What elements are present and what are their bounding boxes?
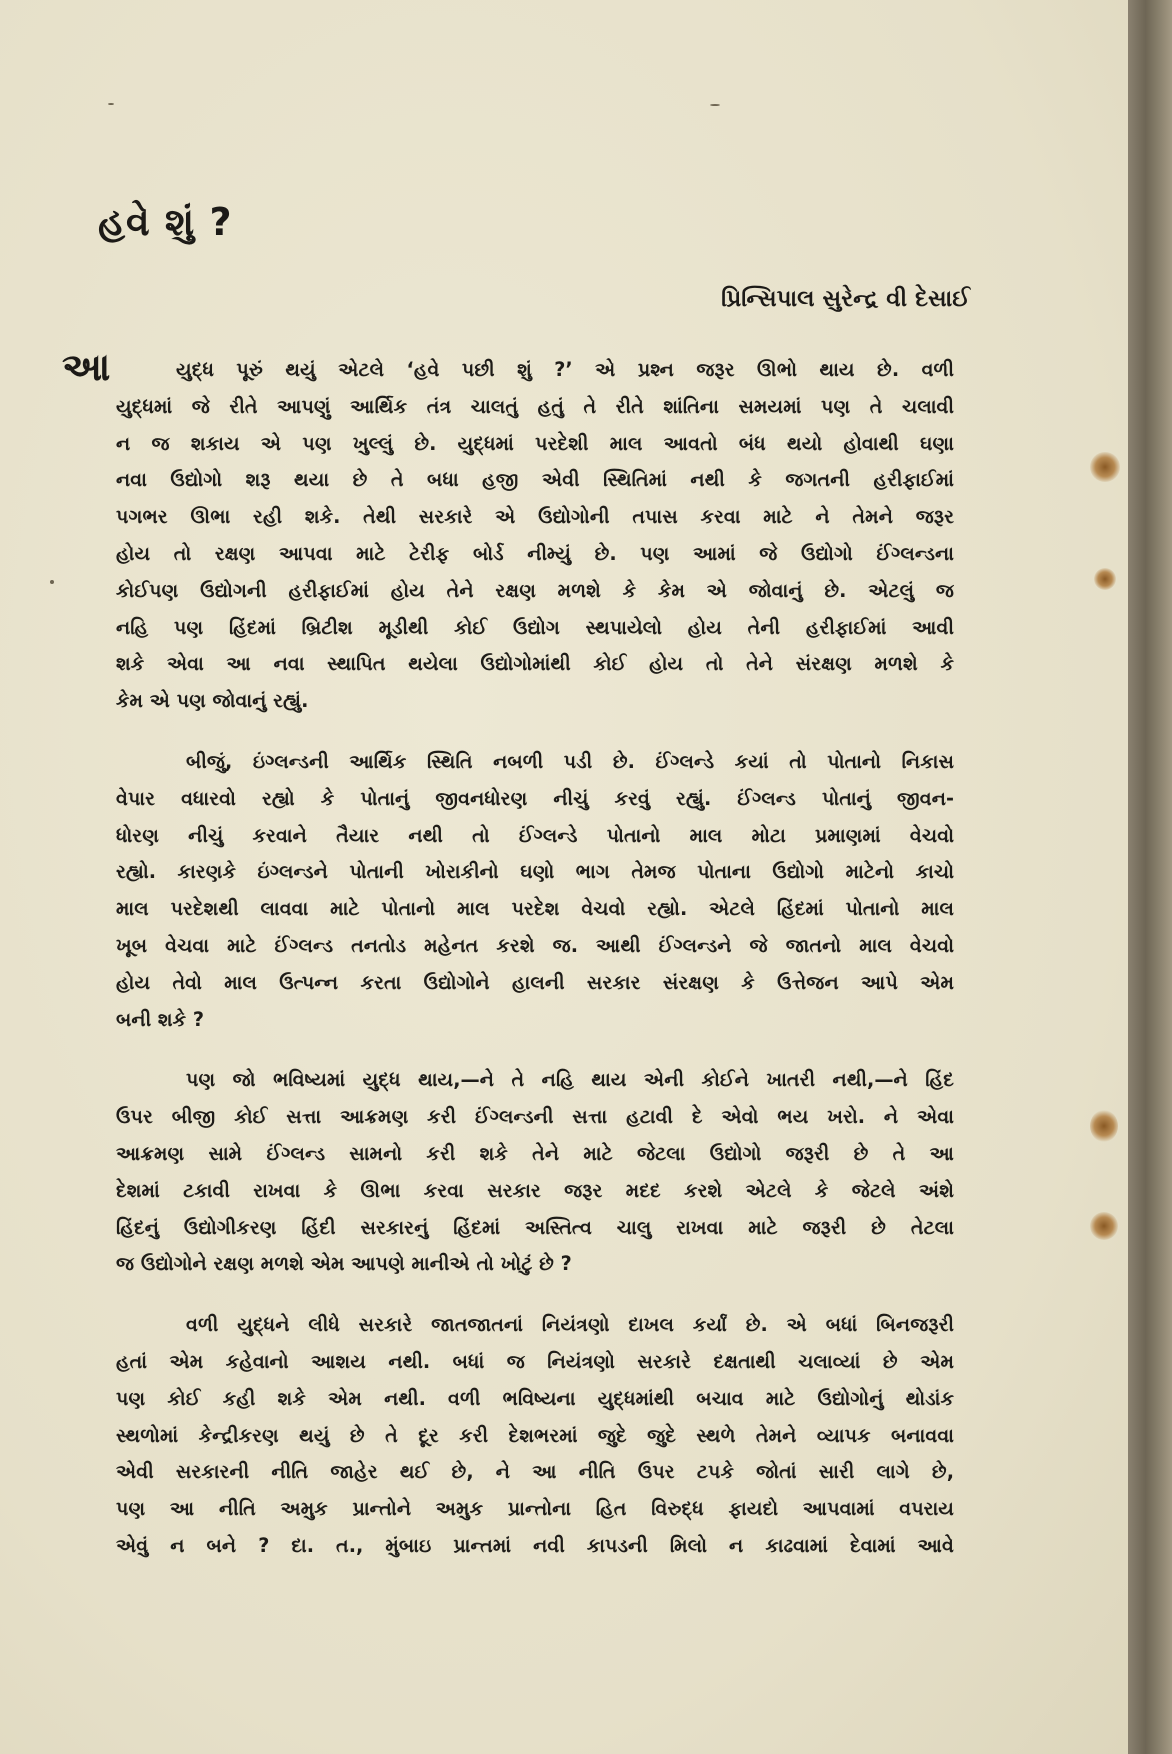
text-line: બીજું, ઇંગ્લન્ડની આર્થિક સ્થિતિ નબળી પડી છે. ઈંગ્લન્ડે કયાં તો પોતાનો નિકાસ — [186, 749, 954, 773]
text-line: વેપાર વધારવો રહ્યો કે પોતાનું જીવનધોરણ નીચું કરવું રહ્યું. ઈંગ્લન્ડ પોતાનું જીવન- — [116, 786, 954, 810]
article-body — [116, 352, 954, 1589]
text-line: હોય તેવો માલ ઉત્પન્ન કરતા ઉદ્યોગોને હાલની સરકાર સંરક્ષણ કે ઉત્તેજન આપે એમ — [116, 970, 954, 994]
drop-cap: આ — [62, 345, 111, 389]
text-line: વળી યુદ્ધને લીધે સરકારે જાતજાતનાં નિયંત્રણો દાખલ કર્યાં છે. એ બધાં બિનજરૂરી — [186, 1313, 954, 1337]
text-line: કેમ એ પણ જોવાનું રહ્યું. — [116, 689, 309, 713]
text-line: ઉપર બીજી કોઈ સત્તા આક્રમણ કરી ઈંગ્લન્ડની સત્તા હટાવી દે એવો ભય ખરો. ને એવા — [116, 1105, 954, 1129]
page-speck — [50, 580, 54, 584]
rust-stain — [1090, 1110, 1118, 1142]
text-line: યુદ્ધમાં જે રીતે આપણું આર્થિક તંત્ર ચાલતું હતું તે રીતે શાંતિના સમયમાં પણ તે ચલાવી — [116, 394, 954, 418]
text-line: ધોરણ નીચું કરવાને તૈયાર નથી તો ઈંગ્લન્ડે પોતાનો માલ મોટા પ્રમાણમાં વેચવો — [116, 823, 954, 847]
text-line: પણ આ નીતિ અમુક પ્રાન્તોને અમુક પ્રાન્તોના હિત વિરુદ્ધ ફાયદો આપવામાં વપરાય — [116, 1497, 954, 1521]
text-line: હોય તો રક્ષણ આપવા માટે ટેરીફ બોર્ડ નીમ્યું છે. પણ આમાં જે ઉદ્યોગો ઈંગ્લન્ડના — [116, 541, 954, 565]
text-line: હિંદનું ઉદ્યોગીકરણ હિંદી સરકારનું હિંદમાં અસ્તિત્વ ચાલુ રાખવા માટે જરૂરી છે તેટલા — [116, 1215, 954, 1239]
rust-stain — [1090, 1212, 1118, 1240]
text-line: બની શકે ? — [116, 1007, 205, 1031]
page-binding-edge — [1128, 0, 1172, 1754]
text-line: હતાં એમ કહેવાનો આશય નથી. બધાં જ નિયંત્રણો સરકારે દક્ષતાથી ચલાવ્યાં છે એમ — [116, 1349, 954, 1373]
text-line: ન જ શકાય એ પણ ખુલ્લું છે. યુદ્ધમાં પરદેશી માલ આવતો બંધ થયો હોવાથી ઘણા — [116, 431, 954, 455]
paragraph-4 — [116, 1307, 954, 1565]
text-line: જ ઉદ્યોગોને રક્ષણ મળશે એમ આપણે માનીએ તો ખોટું છે ? — [116, 1252, 572, 1276]
paragraph-2 — [116, 744, 954, 1038]
paragraph-1 — [116, 352, 954, 720]
text-line: દેશમાં ટકાવી રાખવા કે ઊભા કરવા સરકાર જરૂર મદદ કરશે એટલે કે જેટલે અંશે — [116, 1178, 954, 1202]
rust-stain — [1090, 452, 1120, 482]
rust-stain — [1094, 568, 1116, 590]
article-title: હવે શું ? — [98, 200, 233, 244]
text-line: પણ જો ભવિષ્યમાં યુદ્ધ થાય,—ને તે નહિ થાય એની કોઈને ખાતરી નથી,—ને હિંદ — [186, 1068, 954, 1092]
page-speck — [108, 103, 114, 105]
text-line: આક્રમણ સામે ઈંગ્લન્ડ સામનો કરી શકે તેને માટે જેટલા ઉદ્યોગો જરૂરી છે તે આ — [116, 1141, 954, 1165]
article-author: પ્રિન્સિપાલ સુરેન્દ્ર વી દેસાઈ — [721, 286, 970, 312]
text-line: ખૂબ વેચવા માટે ઈંગ્લન્ડ તનતોડ મહેનત કરશે જ. આથી ઈંગ્લન્ડને જે જાતનો માલ વેચવો — [116, 933, 954, 957]
page-speck — [710, 104, 720, 106]
text-line: કોઈપણ ઉદ્યોગની હરીફાઈમાં હોય તેને રક્ષણ મળશે કે કેમ એ જોવાનું છે. એટલું જ — [116, 578, 954, 602]
text-line: પણ કોઈ કહી શકે એમ નથી. વળી ભવિષ્યના યુદ્ધમાંથી બચાવ માટે ઉદ્યોગોનું થોડાંક — [116, 1386, 954, 1410]
text-line: સ્થળોમાં કેન્દ્રીકરણ થયું છે તે દૂર કરી દેશભરમાં જુદે જુદે સ્થળે તેમને વ્યાપક બનાવવા — [116, 1423, 954, 1447]
text-line: એવું ન બને ? દા. ત., મુંબાઇ પ્રાન્તમાં નવી કાપડની મિલો ન કાઢવામાં દેવામાં આવે — [116, 1533, 954, 1557]
text-line: માલ પરદેશથી લાવવા માટે પોતાનો માલ પરદેશ વેચવો રહ્યો. એટલે હિંદમાં પોતાનો માલ — [116, 897, 954, 921]
text-line: શકે એવા આ નવા સ્થાપિત થયેલા ઉદ્યોગોમાંથી કોઈ હોય તો તેને સંરક્ષણ મળશે કે — [116, 652, 954, 676]
text-line: એવી સરકારની નીતિ જાહેર થઈ છે, ને આ નીતિ ઉપર ટપકે જોતાં સારી લાગે છે, — [116, 1460, 954, 1484]
text-line: પગભર ઊભા રહી શકે. તેથી સરકારે એ ઉદ્યોગોની તપાસ કરવા માટે ને તેમને જરૂર — [116, 505, 954, 529]
text-line: નહિ પણ હિંદમાં બ્રિટીશ મૂડીથી કોઈ ઉદ્યોગ સ્થપાયેલો હોય તેની હરીફાઈમાં આવી — [116, 615, 954, 639]
text-line: રહ્યો. કારણકે ઇંગ્લન્ડને પોતાની ખોરાકીનો ઘણો ભાગ તેમજ પોતાના ઉદ્યોગો માટેનો કાચો — [116, 860, 954, 884]
text-line: યુદ્ધ પૂરું થયું એટલે ‘હવે પછી શું ?’ એ પ્રશ્ન જરૂર ઊભો થાય છે. વળી — [176, 358, 954, 381]
text-line: નવા ઉદ્યોગો શરૂ થયા છે તે બધા હજી એવી સ્થિતિમાં નથી કે જગતની હરીફાઈમાં — [116, 468, 954, 492]
paragraph-3 — [116, 1062, 954, 1283]
